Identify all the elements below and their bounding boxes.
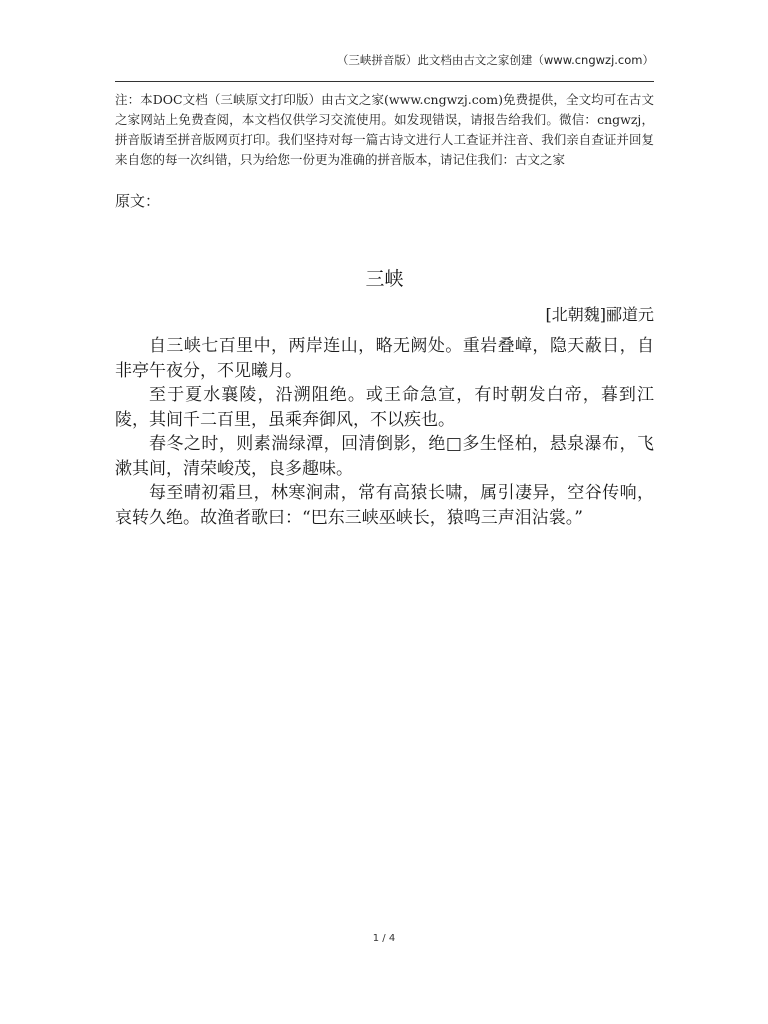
article-author: [北朝魏]郦道元 [545,305,654,324]
header-divider [115,81,654,82]
page-number: 1 / 4 [372,933,396,944]
article-title: 三峡 [365,268,404,290]
page-header: （三峡拼音版）此文档由古文之家创建（www.cngwzj.com） [336,53,654,67]
paragraph: 自三峡七百里中，两岸连山，略无阙处。重岩叠嶂，隐天蔽日，自非亭午夜分，不见曦月。 [115,336,654,381]
paragraph: 至于夏水襄陵，沿溯阻绝。或王命急宣，有时朝发白帝，暮到江陵，其间千二百里，虽乘奔御风，不以疾也。 [115,385,654,430]
paragraph: 春冬之时，则素湍绿潭，回清倒影，绝□多生怪柏，悬泉瀑布，飞漱其间，清荣峻茂，良多趣味。 [115,434,654,479]
original-text-label: 原文： [115,192,161,210]
article-body [115,334,654,530]
notice-paragraph: 注：本DOC文档（三峡原文打印版）由古文之家(www.cngwzj.com)免费提供，全文均可在古文之家网站上免费查阅，本文档仅供学习交流使用。如发现错误，请报告给我们。微信：cngwzj，拼音版请至拼音版网页打印。我们坚持对每一篇古诗文进行人工查证并注音、我们亲自查证并回复来自您的每一次纠错，只为给您一份更为准确的拼音版本，请记住我们：古文之家 [115,92,654,167]
paragraph: 每至晴初霜旦，林寒涧肃，常有高猿长啸，属引凄异，空谷传响，哀转久绝。故渔者歌曰：“巴东三峡巫峡长，猿鸣三声泪沾裳。” [115,483,654,528]
